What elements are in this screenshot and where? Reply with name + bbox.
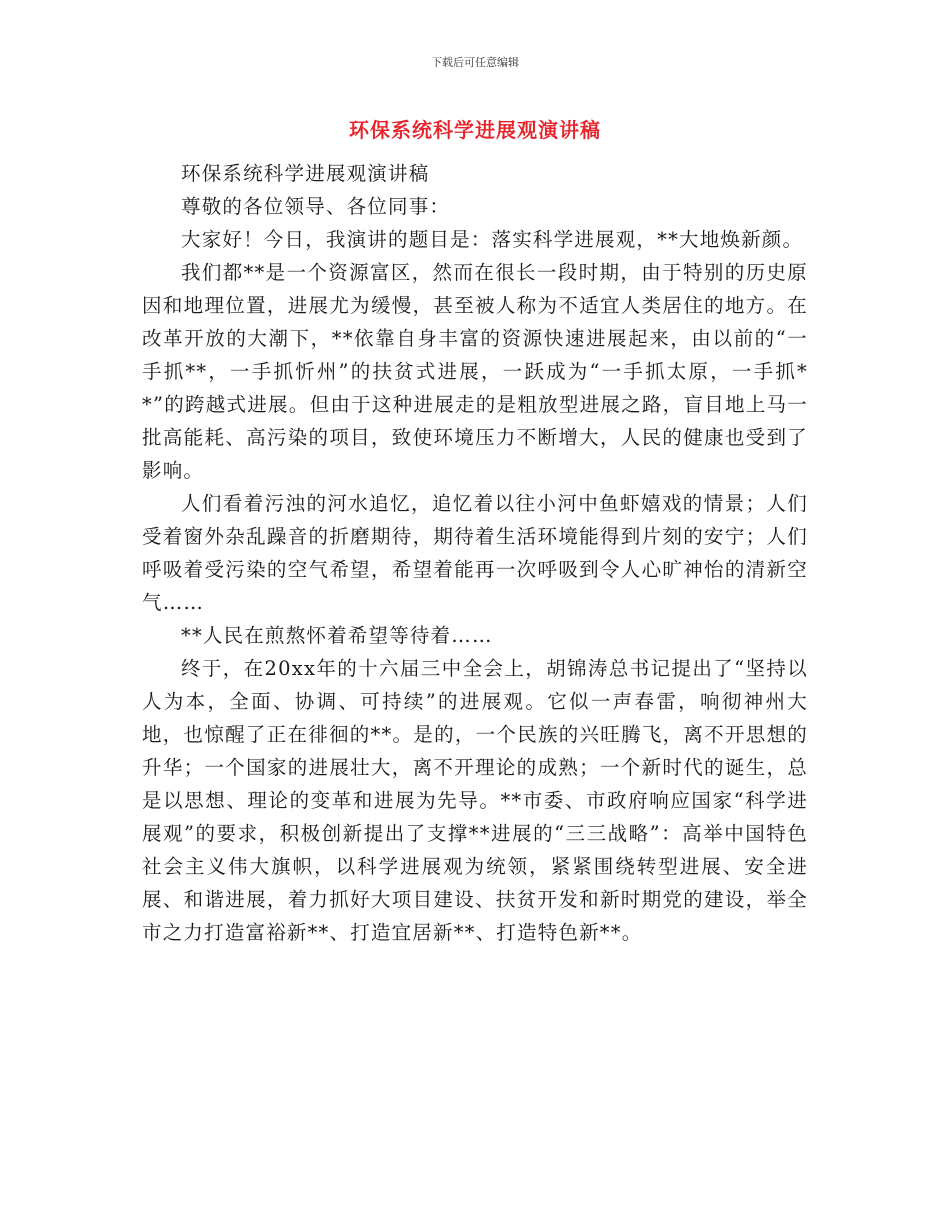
document-title: 环保系统科学进展观演讲稿 <box>349 118 601 142</box>
paragraph: 人们看着污浊的河水追忆，追忆着以往小河中鱼虾嬉戏的情景；人们受着窗外杂乱躁音的折磨期待，期待着生活环境能得到片刻的安宁；人们呼吸着受污染的空气希望，希望着能再一次呼吸到令人心旷神怡的清新空气…… <box>142 492 808 614</box>
paragraph: 环保系统科学进展观演讲稿 <box>181 162 430 185</box>
header-note: 下载后可任意编辑 <box>431 56 519 69</box>
paragraph: 终于，在20xx年的十六届三中全会上，胡锦涛总书记提出了“坚持以人为本，全面、协调、可持续”的进展观。它似一声春雷，响彻神州大地，也惊醒了正在徘徊的**。是的，一个民族的兴旺腾飞，离不开思想的升华；一个国家的进展壮大，离不开理论的成熟；一个新时代的诞生，总是以思想、理论的变革和进展为先导。**市委、市政府响应国家“科学进展观”的要求，积极创新提出了支撑**进展的“三三战略”：高举中国特色社会主义伟大旗帜，以科学进展观为统领，紧紧围绕转型进展、安全进展、和谐进展，着力抓好大项目建设、扶贫开发和新时期党的建设，举全市之力打造富裕新**、打造宜居新**、打造特色新**。 <box>142 657 808 944</box>
paragraph: 大家好！今日，我演讲的题目是：落实科学进展观，**大地焕新颜。 <box>181 228 804 251</box>
document-body <box>142 157 808 949</box>
paragraph: **人民在煎熬怀着希望等待着…… <box>181 624 493 647</box>
paragraph: 我们都**是一个资源富区，然而在很长一段时期，由于特别的历史原因和地理位置，进展尤为缓慢，甚至被人称为不适宜人类居住的地方。在改革开放的大潮下，**依靠自身丰富的资源快速进展起来，由以前的“一手抓**，一手抓忻州”的扶贫式进展，一跃成为“一手抓太原，一手抓**”的跨越式进展。但由于这种进展走的是粗放型进展之路，盲目地上马一批高能耗、高污染的项目，致使环境压力不断增大，人民的健康也受到了影响。 <box>142 261 808 482</box>
paragraph: 尊敬的各位领导、各位同事： <box>181 195 451 218</box>
